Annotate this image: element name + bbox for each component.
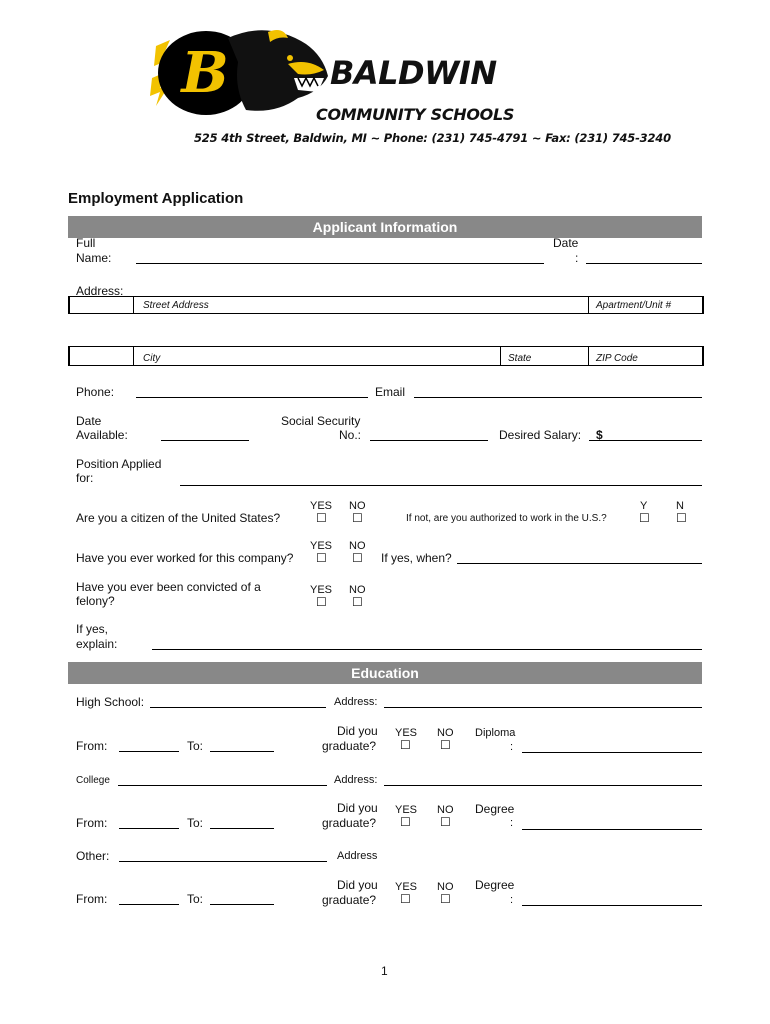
worked-no-label: NO [349, 540, 366, 552]
high-school-address-field[interactable] [384, 707, 702, 708]
college-to-field[interactable] [210, 828, 274, 829]
hs-from-label: From: [76, 739, 108, 753]
education-section-header: Education [68, 662, 702, 684]
school-logo [148, 18, 338, 128]
authorized-y-checkbox[interactable]: ☐ [639, 511, 650, 525]
citizen-question: Are you a citizen of the United States? [76, 511, 281, 525]
street-address-caption: Street Address [143, 300, 209, 311]
college-to-label: To: [187, 816, 204, 830]
ssn-field[interactable] [370, 440, 488, 441]
college-yes-label: YES [395, 804, 418, 816]
apartment-input[interactable] [589, 296, 701, 312]
full-name-label-1: Full [76, 236, 96, 250]
date-available-label-1: Date [76, 414, 102, 428]
full-name-label-2: Name: [76, 251, 112, 265]
diploma-colon: : [510, 741, 514, 753]
phone-field[interactable] [136, 397, 368, 398]
college-graduate-label: graduate? [322, 816, 377, 830]
position-field[interactable] [180, 485, 702, 486]
convicted-yes-label: YES [310, 584, 333, 596]
college-degree-field[interactable] [522, 829, 702, 830]
college-yes-checkbox[interactable]: ☐ [400, 815, 411, 829]
state-input[interactable] [501, 346, 588, 364]
other-to-field[interactable] [210, 904, 274, 905]
full-name-field[interactable] [136, 263, 544, 264]
authorized-y-label: Y [640, 500, 648, 512]
date-available-label-2: Available: [76, 428, 128, 442]
dollar-sign: $ [596, 428, 603, 442]
college-no-checkbox[interactable]: ☐ [440, 815, 451, 829]
college-no-label: NO [437, 804, 454, 816]
hs-no-checkbox[interactable]: ☐ [440, 738, 451, 752]
diploma-label: Diploma [475, 727, 516, 739]
other-label: Other: [76, 849, 110, 863]
applicant-section-header: Applicant Information [68, 216, 702, 238]
hs-yes-checkbox[interactable]: ☐ [400, 738, 411, 752]
citizen-yes-label: YES [310, 500, 333, 512]
convicted-no-checkbox[interactable]: ☐ [352, 595, 363, 609]
hs-to-field[interactable] [210, 751, 274, 752]
email-field[interactable] [414, 397, 702, 398]
college-address-field[interactable] [384, 785, 702, 786]
college-from-label: From: [76, 816, 108, 830]
other-yes-checkbox[interactable]: ☐ [400, 892, 411, 906]
high-school-address-label: Address: [334, 696, 378, 708]
college-label: College [76, 775, 110, 786]
college-field[interactable] [118, 785, 327, 786]
worked-question: Have you ever worked for this company? [76, 551, 294, 565]
date-available-field[interactable] [161, 440, 249, 441]
citizen-no-label: NO [349, 500, 366, 512]
desired-salary-label: Desired Salary: [499, 428, 582, 442]
city-input[interactable] [134, 346, 500, 364]
authorized-n-checkbox[interactable]: ☐ [676, 511, 687, 525]
other-degree-field[interactable] [522, 905, 702, 906]
convicted-question-1: Have you ever been convicted of a [76, 580, 261, 594]
date-label-colon: : [575, 251, 579, 265]
ssn-label-2: No.: [339, 428, 362, 442]
desired-salary-field[interactable] [589, 440, 702, 441]
phone-label: Phone: [76, 385, 115, 399]
hs-from-field[interactable] [119, 751, 179, 752]
other-no-label: NO [437, 881, 454, 893]
if-yes-when-label: If yes, when? [381, 551, 452, 565]
email-label: Email [375, 385, 406, 399]
other-yes-label: YES [395, 881, 418, 893]
worked-yes-checkbox[interactable]: ☐ [316, 551, 327, 565]
authorized-n-label: N [676, 500, 684, 512]
high-school-label: High School: [76, 695, 145, 709]
form-title: Employment Application [68, 190, 244, 207]
other-no-checkbox[interactable]: ☐ [440, 892, 451, 906]
college-degree-colon: : [510, 817, 514, 829]
other-degree-colon: : [510, 894, 514, 906]
other-from-field[interactable] [119, 904, 179, 905]
college-did-you-label: Did you [337, 801, 378, 815]
other-to-label: To: [187, 892, 204, 906]
other-address-label: Address [337, 850, 378, 862]
convicted-no-label: NO [349, 584, 366, 596]
position-label-1: Position Applied [76, 457, 162, 471]
college-from-field[interactable] [119, 828, 179, 829]
city-caption: City [143, 353, 161, 364]
other-degree-label: Degree [475, 878, 515, 892]
school-subtitle: COMMUNITY SCHOOLS [316, 105, 515, 124]
address-label: Address: [76, 284, 124, 298]
other-field[interactable] [119, 861, 327, 862]
hs-no-label: NO [437, 727, 454, 739]
if-yes-when-field[interactable] [457, 563, 702, 564]
hs-graduate-label: graduate? [322, 739, 377, 753]
school-contact: 525 4th Street, Baldwin, MI ~ Phone: (231) 745-4791 ~ Fax: (231) 745-3240 [194, 131, 671, 145]
convicted-question-2: felony? [76, 594, 115, 608]
hs-to-label: To: [187, 739, 204, 753]
school-name: BALDWIN [330, 54, 497, 92]
other-did-you-label: Did you [337, 878, 378, 892]
apartment-caption: Apartment/Unit # [596, 300, 672, 311]
zip-input[interactable] [589, 346, 701, 364]
page-number: 1 [381, 964, 388, 978]
citizen-yes-checkbox[interactable]: ☐ [316, 511, 327, 525]
zip-caption: ZIP Code [596, 353, 638, 364]
date-label: Date [553, 236, 579, 250]
convicted-yes-checkbox[interactable]: ☐ [316, 595, 327, 609]
street-address-input[interactable] [134, 296, 588, 312]
college-address-label: Address: [334, 774, 378, 786]
explain-field[interactable] [152, 649, 702, 650]
other-from-label: From: [76, 892, 108, 906]
state-caption: State [508, 353, 532, 364]
citizen-no-checkbox[interactable]: ☐ [352, 511, 363, 525]
high-school-field[interactable] [150, 707, 326, 708]
diploma-field[interactable] [522, 752, 702, 753]
date-field[interactable] [586, 263, 702, 264]
explain-label-1: If yes, [76, 622, 109, 636]
logo-letter: B [181, 40, 229, 106]
hs-did-you-label: Did you [337, 724, 378, 738]
authorized-question: If not, are you authorized to work in the U.S.? [406, 513, 607, 524]
other-graduate-label: graduate? [322, 893, 377, 907]
ssn-label-1: Social Security [281, 414, 361, 428]
hs-yes-label: YES [395, 727, 418, 739]
position-label-2: for: [76, 471, 94, 485]
explain-label-2: explain: [76, 637, 118, 651]
worked-yes-label: YES [310, 540, 333, 552]
worked-no-checkbox[interactable]: ☐ [352, 551, 363, 565]
college-degree-label: Degree [475, 802, 515, 816]
